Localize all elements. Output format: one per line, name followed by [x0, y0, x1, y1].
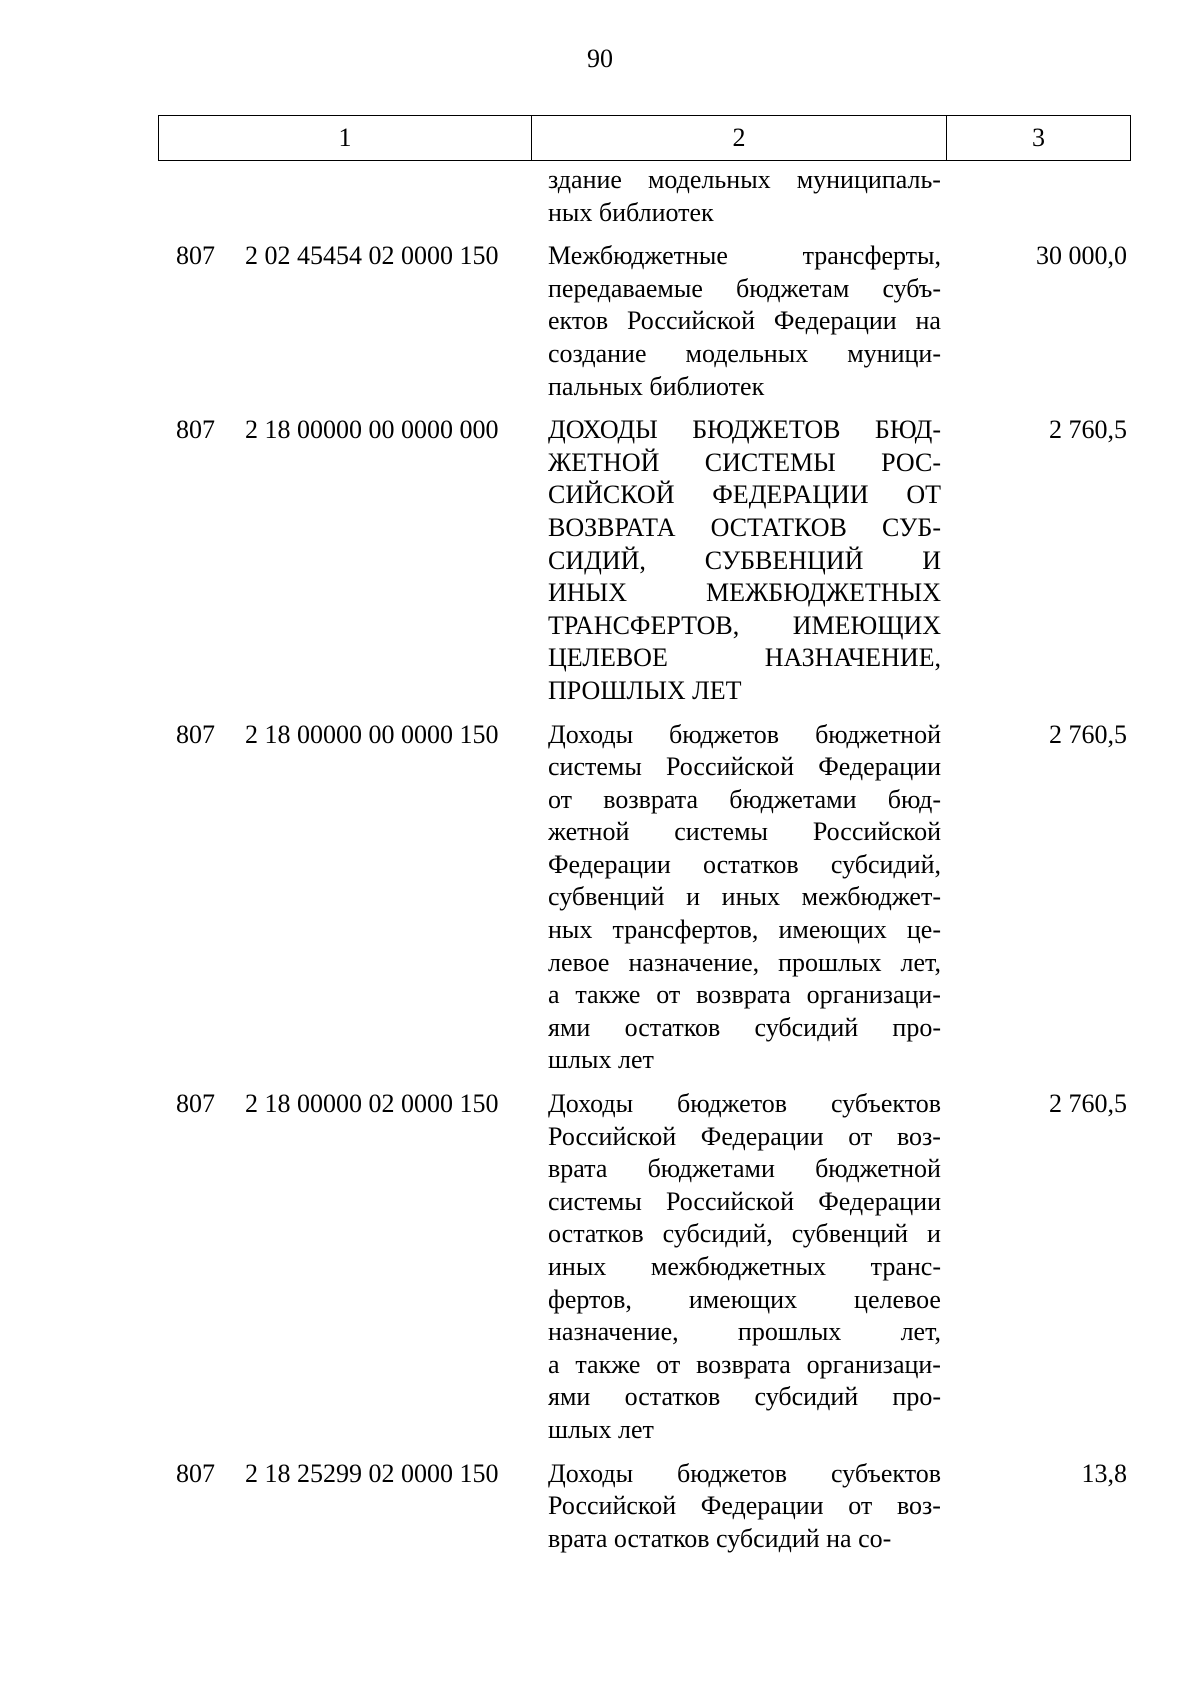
description-line: Российской Федерации от воз- [548, 1491, 941, 1521]
description-line: а также от возврата организаци- [548, 980, 941, 1010]
budget-code-cell: 2 18 00000 00 0000 000 [245, 415, 499, 445]
budget-code-cell: 2 18 00000 00 0000 150 [245, 719, 499, 749]
description-line: Межбюджетные трансферты, [548, 241, 941, 271]
table-row [0, 1088, 1200, 1447]
amount-cell: 2 760,5 [1049, 415, 1127, 445]
table-header [158, 115, 1131, 161]
header-col-2: 2 [532, 116, 947, 160]
admin-code-cell: 807 [176, 241, 215, 271]
description-line: шлых лет [548, 1414, 654, 1444]
description-cell [548, 414, 941, 707]
description-line: а также от возврата организаци- [548, 1349, 941, 1379]
description-line: шлых лет [548, 1045, 654, 1075]
description-line: Доходы бюджетов бюджетной [548, 719, 941, 749]
description-line: врата остатков субсидий на со- [548, 1523, 892, 1553]
amount-cell: 2 760,5 [1049, 1089, 1127, 1119]
description-line: фертов, имеющих целевое [548, 1284, 941, 1314]
admin-code-cell [176, 164, 235, 229]
table-body [0, 164, 1200, 1566]
description-line: ных библиотек [548, 197, 714, 227]
admin-code-cell: 807 [176, 415, 215, 445]
header-col-3: 3 [1032, 123, 1045, 152]
amount-cell [941, 164, 1127, 229]
amount-cell: 13,8 [1081, 1458, 1127, 1488]
description-line: назначение, прошлых лет, [548, 1317, 941, 1347]
description-line: иных межбюджетных транс- [548, 1252, 941, 1281]
description-line: ДОХОДЫ БЮДЖЕТОВ БЮД- [548, 415, 941, 445]
description-line: ПРОШЛЫХ ЛЕТ [548, 675, 742, 705]
budget-code-cell: 2 18 25299 02 0000 150 [245, 1458, 499, 1488]
description-cell [548, 240, 941, 403]
description-line: системы Российской Федерации [548, 752, 941, 782]
page-number: 90 [587, 44, 613, 73]
budget-code-cell: 2 18 00000 02 0000 150 [245, 1089, 499, 1119]
description-line: ИНЫХ МЕЖБЮДЖЕТНЫХ [548, 578, 941, 608]
description-line: здание модельных муниципаль- [548, 165, 941, 194]
table-row [0, 719, 1200, 1078]
description-line: Российской Федерации от воз- [548, 1121, 941, 1151]
amount-cell: 30 000,0 [1036, 241, 1127, 271]
description-line: ных трансфертов, имеющих це- [548, 915, 941, 945]
description-line: врата бюджетами бюджетной [548, 1154, 941, 1184]
table-row [0, 164, 1200, 229]
description-line: субвенций и иных межбюджет- [548, 882, 941, 912]
description-line: Федерации остатков субсидий, [548, 849, 941, 879]
description-line: ями остатков субсидий про- [548, 1382, 941, 1412]
description-cell [548, 1458, 941, 1556]
description-line: передаваемые бюджетам субъ- [548, 273, 941, 303]
description-cell [548, 164, 941, 229]
description-cell [548, 719, 941, 1078]
description-line: ЦЕЛЕВОЕ НАЗНАЧЕНИЕ, [548, 643, 941, 673]
description-line: системы Российской Федерации [548, 1186, 941, 1216]
header-col-1: 1 [159, 116, 532, 160]
table-row [0, 1458, 1200, 1556]
description-line: левое назначение, прошлых лет, [548, 947, 941, 977]
description-line: создание модельных муници- [548, 338, 941, 368]
description-line: ВОЗВРАТА ОСТАТКОВ СУБ- [548, 512, 941, 542]
description-line: ТРАНСФЕРТОВ, ИМЕЮЩИХ [548, 610, 941, 640]
budget-code-cell: 2 02 45454 02 0000 150 [245, 241, 499, 271]
description-line: ями остатков субсидий про- [548, 1012, 941, 1042]
admin-code-cell: 807 [176, 719, 215, 749]
description-line: пальных библиотек [548, 371, 765, 401]
description-line: ектов Российской Федерации на [548, 306, 941, 336]
description-line: от возврата бюджетами бюд- [548, 784, 941, 814]
description-line: СИЙСКОЙ ФЕДЕРАЦИИ ОТ [548, 480, 941, 510]
description-line: ЖЕТНОЙ СИСТЕМЫ РОС- [548, 447, 941, 477]
table-row [0, 414, 1200, 707]
admin-code-cell: 807 [176, 1458, 215, 1488]
description-line: остатков субсидий, субвенций и [548, 1219, 941, 1249]
table-row [0, 240, 1200, 403]
budget-code-cell [245, 164, 543, 229]
description-line: СИДИЙ, СУБВЕНЦИЙ И [548, 545, 941, 575]
description-line: жетной системы Российской [548, 817, 941, 847]
description-cell [548, 1088, 941, 1447]
amount-cell: 2 760,5 [1049, 719, 1127, 749]
description-line: Доходы бюджетов субъектов [548, 1089, 941, 1119]
admin-code-cell: 807 [176, 1089, 215, 1119]
description-line: Доходы бюджетов субъектов [548, 1458, 941, 1488]
